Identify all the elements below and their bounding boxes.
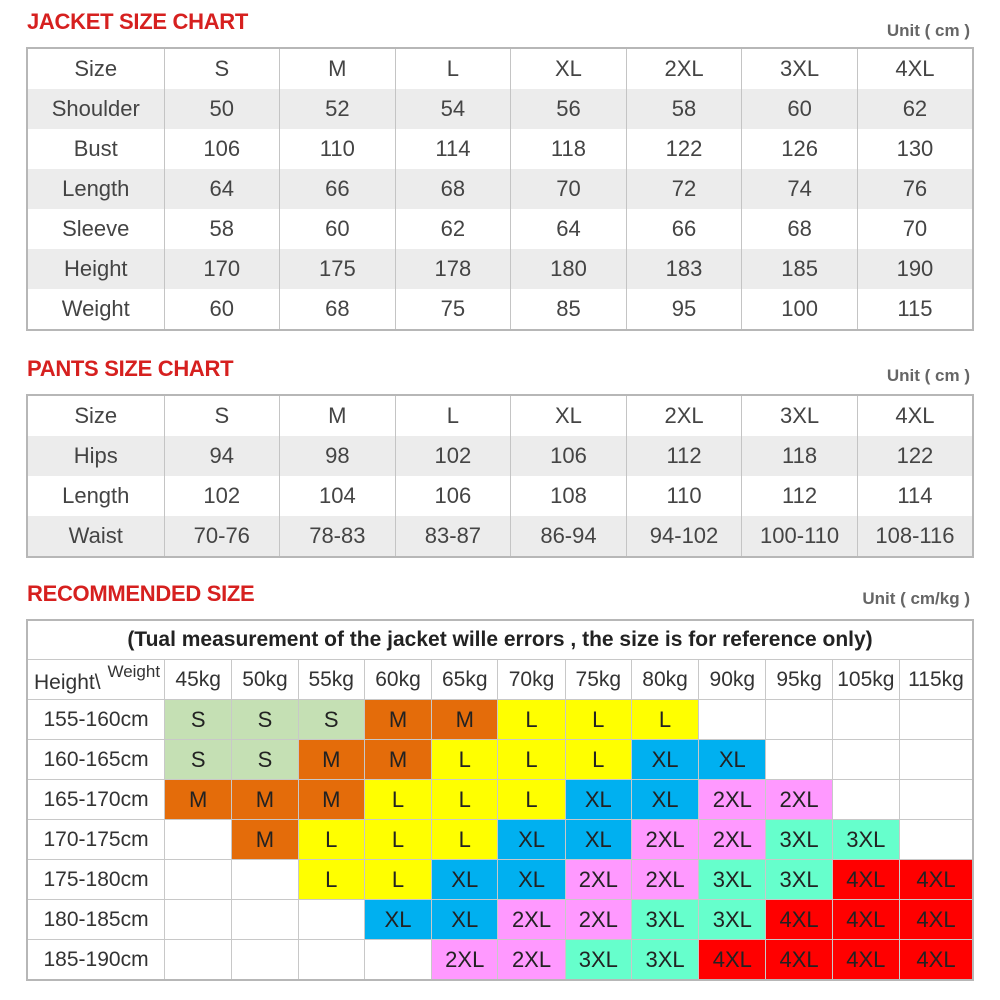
- size-recommendation-cell: 4XL: [832, 900, 899, 940]
- empty-cell: [298, 940, 364, 981]
- size-recommendation-cell: S: [298, 700, 364, 740]
- jacket-cell: 68: [742, 209, 858, 249]
- jacket-size-table: [26, 47, 974, 331]
- pants-row: [27, 516, 973, 557]
- pants-cell: 110: [626, 476, 742, 516]
- size-recommendation-cell: M: [364, 740, 431, 780]
- pants-unit-label: Unit ( cm ): [886, 366, 970, 385]
- empty-cell: [298, 900, 364, 940]
- reference-note: (Tual measurement of the jacket wille errors , the size is for reference only): [27, 620, 973, 660]
- recommended-size-title: RECOMMENDED SIZE: [27, 581, 255, 606]
- empty-cell: [766, 740, 832, 780]
- pants-cell: 102: [395, 436, 511, 476]
- size-recommendation-cell: XL: [432, 900, 498, 940]
- jacket-row: [27, 289, 973, 330]
- jacket-cell: 62: [857, 89, 973, 129]
- size-recommendation-cell: XL: [565, 780, 631, 820]
- size-recommendation-cell: L: [432, 820, 498, 860]
- jacket-cell: 64: [164, 169, 280, 209]
- jacket-cell: 56: [511, 89, 627, 129]
- empty-cell: [899, 820, 973, 860]
- jacket-cell: 66: [280, 169, 396, 209]
- pants-cell: 86-94: [511, 516, 627, 557]
- jacket-cell: 60: [164, 289, 280, 330]
- jacket-cell: 58: [626, 89, 742, 129]
- pants-cell: 83-87: [395, 516, 511, 557]
- jacket-cell: S: [164, 48, 280, 89]
- pants-cell: 108-116: [857, 516, 973, 557]
- weight-column-header: 115kg: [899, 660, 973, 700]
- size-recommendation-cell: XL: [432, 860, 498, 900]
- pants-table-body: [27, 395, 973, 557]
- size-recommendation-cell: 3XL: [699, 900, 766, 940]
- height-range-label: 155-160cm: [27, 700, 165, 740]
- jacket-cell: 95: [626, 289, 742, 330]
- size-recommendation-cell: L: [298, 860, 364, 900]
- size-recommendation-cell: L: [298, 820, 364, 860]
- jacket-cell: M: [280, 48, 396, 89]
- size-recommendation-cell: 3XL: [631, 940, 698, 981]
- size-recommendation-cell: M: [298, 780, 364, 820]
- empty-cell: [899, 780, 973, 820]
- jacket-cell: 175: [280, 249, 396, 289]
- size-recommendation-cell: L: [498, 700, 565, 740]
- jacket-cell: 58: [164, 209, 280, 249]
- weight-column-header: 105kg: [832, 660, 899, 700]
- jacket-cell: 3XL: [742, 48, 858, 89]
- empty-cell: [364, 940, 431, 981]
- jacket-table-body: [27, 48, 973, 330]
- jacket-cell: 178: [395, 249, 511, 289]
- jacket-cell: 183: [626, 249, 742, 289]
- height-row: [27, 820, 973, 860]
- height-axis-label: Height\: [34, 671, 101, 694]
- jacket-cell: 115: [857, 289, 973, 330]
- jacket-cell: XL: [511, 48, 627, 89]
- size-recommendation-cell: 3XL: [832, 820, 899, 860]
- pants-cell: 122: [857, 436, 973, 476]
- pants-cell: 4XL: [857, 395, 973, 436]
- pants-cell: 100-110: [742, 516, 858, 557]
- size-recommendation-cell: M: [232, 820, 298, 860]
- size-recommendation-cell: 2XL: [631, 860, 698, 900]
- pants-cell: 114: [857, 476, 973, 516]
- size-recommendation-cell: XL: [631, 740, 698, 780]
- size-recommendation-cell: L: [432, 780, 498, 820]
- pants-row: [27, 476, 973, 516]
- jacket-cell: 66: [626, 209, 742, 249]
- jacket-cell: 60: [280, 209, 396, 249]
- pants-cell: 3XL: [742, 395, 858, 436]
- jacket-row: [27, 249, 973, 289]
- size-recommendation-cell: 2XL: [432, 940, 498, 981]
- jacket-cell: 190: [857, 249, 973, 289]
- size-recommendation-cell: 2XL: [565, 900, 631, 940]
- empty-cell: [165, 900, 232, 940]
- pants-row: [27, 436, 973, 476]
- size-recommendation-cell: 2XL: [631, 820, 698, 860]
- size-recommendation-cell: XL: [565, 820, 631, 860]
- pants-cell: 118: [742, 436, 858, 476]
- recommended-unit-label: Unit ( cm/kg ): [862, 589, 970, 608]
- height-row: [27, 780, 973, 820]
- size-recommendation-cell: XL: [498, 820, 565, 860]
- pants-cell: L: [395, 395, 511, 436]
- empty-cell: [832, 740, 899, 780]
- size-recommendation-cell: 3XL: [766, 820, 832, 860]
- jacket-cell: L: [395, 48, 511, 89]
- weight-column-header: 75kg: [565, 660, 631, 700]
- pants-cell: 108: [511, 476, 627, 516]
- jacket-cell: 52: [280, 89, 396, 129]
- empty-cell: [165, 820, 232, 860]
- jacket-cell: 76: [857, 169, 973, 209]
- weight-column-header: 65kg: [432, 660, 498, 700]
- pants-row-label: Length: [62, 483, 130, 508]
- pants-cell: 102: [164, 476, 280, 516]
- pants-row: [27, 395, 973, 436]
- empty-cell: [832, 780, 899, 820]
- pants-cell: 70-76: [164, 516, 280, 557]
- jacket-row: [27, 169, 973, 209]
- size-recommendation-cell: 2XL: [565, 860, 631, 900]
- pants-cell: S: [164, 395, 280, 436]
- height-range-label: 175-180cm: [27, 860, 165, 900]
- empty-cell: [899, 700, 973, 740]
- jacket-cell: 54: [395, 89, 511, 129]
- empty-cell: [232, 940, 298, 981]
- size-recommendation-cell: 4XL: [899, 900, 973, 940]
- jacket-cell: 185: [742, 249, 858, 289]
- pants-cell: 78-83: [280, 516, 396, 557]
- size-recommendation-cell: S: [165, 740, 232, 780]
- size-recommendation-cell: 4XL: [899, 940, 973, 981]
- pants-cell: 2XL: [626, 395, 742, 436]
- size-recommendation-cell: L: [565, 700, 631, 740]
- jacket-cell: 64: [511, 209, 627, 249]
- jacket-cell: 68: [395, 169, 511, 209]
- size-recommendation-cell: 2XL: [699, 820, 766, 860]
- jacket-cell: 72: [626, 169, 742, 209]
- pants-cell: 106: [511, 436, 627, 476]
- size-recommendation-cell: XL: [498, 860, 565, 900]
- empty-cell: [165, 940, 232, 981]
- jacket-row-label: Bust: [73, 136, 118, 161]
- jacket-cell: 50: [164, 89, 280, 129]
- pants-cell: M: [280, 395, 396, 436]
- size-recommendation-cell: 2XL: [498, 940, 565, 981]
- jacket-cell: 100: [742, 289, 858, 330]
- jacket-unit-label: Unit ( cm ): [886, 21, 970, 40]
- jacket-cell: 75: [395, 289, 511, 330]
- pants-row-label: Hips: [27, 436, 164, 476]
- height-range-label: 165-170cm: [27, 780, 165, 820]
- weight-column-header: 45kg: [165, 660, 232, 700]
- size-recommendation-cell: L: [498, 780, 565, 820]
- height-row: [27, 900, 973, 940]
- weight-column-header: 55kg: [298, 660, 364, 700]
- size-recommendation-cell: M: [364, 700, 431, 740]
- size-recommendation-cell: 4XL: [899, 860, 973, 900]
- height-row: [27, 940, 973, 981]
- jacket-cell: 126: [742, 129, 858, 169]
- jacket-cell: 85: [511, 289, 627, 330]
- height-row: [27, 700, 973, 740]
- recommended-table-body: [27, 620, 973, 980]
- size-recommendation-cell: 4XL: [766, 940, 832, 981]
- jacket-row-label: Length: [27, 169, 164, 209]
- empty-cell: [832, 700, 899, 740]
- empty-cell: [899, 740, 973, 780]
- size-recommendation-cell: 3XL: [766, 860, 832, 900]
- pants-cell: 112: [742, 476, 858, 516]
- size-recommendation-cell: 2XL: [498, 900, 565, 940]
- size-recommendation-cell: L: [364, 820, 431, 860]
- size-recommendation-cell: 4XL: [766, 900, 832, 940]
- empty-cell: [232, 900, 298, 940]
- size-recommendation-cell: L: [565, 740, 631, 780]
- jacket-cell: 74: [742, 169, 858, 209]
- size-recommendation-cell: M: [165, 780, 232, 820]
- size-recommendation-cell: 3XL: [631, 900, 698, 940]
- pants-cell: 106: [395, 476, 511, 516]
- weight-column-header: 50kg: [232, 660, 298, 700]
- jacket-cell: 60: [742, 89, 858, 129]
- weight-column-header: 60kg: [364, 660, 431, 700]
- size-recommendation-cell: M: [298, 740, 364, 780]
- jacket-chart-title: JACKET SIZE CHART: [27, 9, 249, 34]
- jacket-row: [27, 89, 973, 129]
- jacket-row: [27, 48, 973, 89]
- pants-cell: XL: [511, 395, 627, 436]
- jacket-row-label: Size: [74, 56, 118, 81]
- size-recommendation-cell: S: [232, 740, 298, 780]
- size-recommendation-cell: 4XL: [699, 940, 766, 981]
- size-recommendation-cell: L: [631, 700, 698, 740]
- jacket-cell: 70: [857, 209, 973, 249]
- size-recommendation-cell: L: [364, 780, 431, 820]
- jacket-row-label: Shoulder: [27, 89, 164, 129]
- weight-column-header: 70kg: [498, 660, 565, 700]
- jacket-cell: 68: [280, 289, 396, 330]
- size-recommendation-cell: XL: [631, 780, 698, 820]
- jacket-cell: 62: [395, 209, 511, 249]
- pants-size-table: [26, 394, 974, 558]
- jacket-cell: 180: [511, 249, 627, 289]
- weight-column-header: 80kg: [631, 660, 698, 700]
- jacket-row-label: Weight: [61, 296, 130, 321]
- jacket-cell: 70: [511, 169, 627, 209]
- jacket-cell: 170: [164, 249, 280, 289]
- size-recommendation-cell: M: [432, 700, 498, 740]
- pants-chart-title: PANTS SIZE CHART: [27, 356, 234, 381]
- height-range-label: 170-175cm: [27, 820, 165, 860]
- jacket-cell: 110: [280, 129, 396, 169]
- jacket-cell: 4XL: [857, 48, 973, 89]
- size-recommendation-cell: 4XL: [832, 860, 899, 900]
- size-recommendation-cell: 4XL: [832, 940, 899, 981]
- jacket-cell: 130: [857, 129, 973, 169]
- pants-cell: 104: [280, 476, 396, 516]
- size-recommendation-cell: 3XL: [699, 860, 766, 900]
- pants-cell: 98: [280, 436, 396, 476]
- height-weight-corner: [27, 660, 165, 700]
- height-row: [27, 860, 973, 900]
- size-recommendation-cell: M: [232, 780, 298, 820]
- empty-cell: [766, 700, 832, 740]
- size-recommendation-cell: S: [232, 700, 298, 740]
- size-recommendation-cell: L: [432, 740, 498, 780]
- weight-axis-label: Weight: [107, 662, 161, 681]
- jacket-cell: 122: [626, 129, 742, 169]
- weight-column-header: 95kg: [766, 660, 832, 700]
- size-recommendation-cell: XL: [699, 740, 766, 780]
- weight-column-header: 90kg: [699, 660, 766, 700]
- size-recommendation-cell: S: [165, 700, 232, 740]
- recommended-size-table: [26, 619, 974, 981]
- pants-cell: 94: [164, 436, 280, 476]
- size-recommendation-cell: XL: [364, 900, 431, 940]
- size-recommendation-cell: 2XL: [699, 780, 766, 820]
- size-recommendation-cell: L: [364, 860, 431, 900]
- empty-cell: [232, 860, 298, 900]
- jacket-cell: 106: [164, 129, 280, 169]
- jacket-cell: 114: [395, 129, 511, 169]
- jacket-cell: 118: [511, 129, 627, 169]
- empty-cell: [699, 700, 766, 740]
- pants-cell: 112: [626, 436, 742, 476]
- height-range-label: 160-165cm: [27, 740, 165, 780]
- jacket-row: [27, 209, 973, 249]
- height-range-label: 185-190cm: [27, 940, 165, 981]
- size-recommendation-cell: L: [498, 740, 565, 780]
- jacket-cell: 2XL: [626, 48, 742, 89]
- height-range-label: 180-185cm: [27, 900, 165, 940]
- pants-row-label: Size: [74, 403, 118, 428]
- jacket-row-label: Height: [27, 249, 164, 289]
- pants-row-label: Waist: [27, 516, 164, 557]
- height-row: [27, 740, 973, 780]
- size-recommendation-cell: 2XL: [766, 780, 832, 820]
- size-recommendation-cell: 3XL: [565, 940, 631, 981]
- pants-cell: 94-102: [626, 516, 742, 557]
- empty-cell: [165, 860, 232, 900]
- jacket-row-label: Sleeve: [62, 216, 130, 241]
- jacket-row: [27, 129, 973, 169]
